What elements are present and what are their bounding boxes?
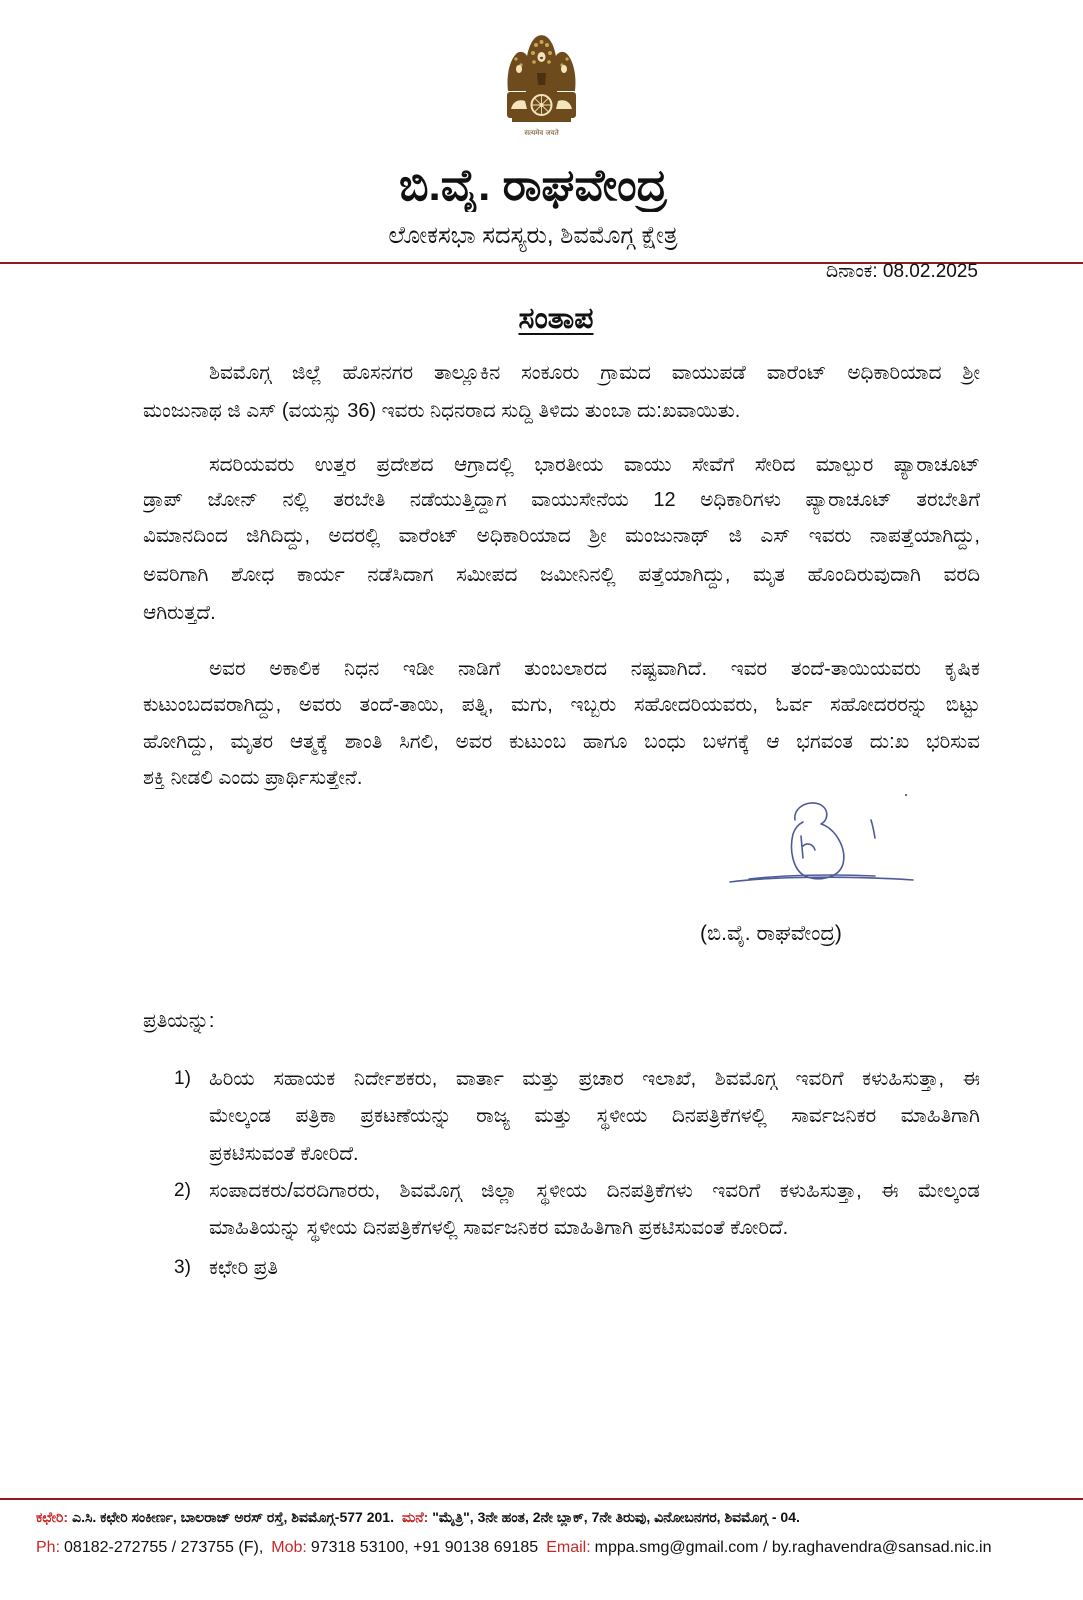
sender-name: ಬಿ.ವೈ. ರಾಘವೇಂದ್ರ xyxy=(398,161,668,210)
copy-item-number: 3) xyxy=(174,1257,191,1278)
footer-contact-line xyxy=(36,1536,1046,1560)
phone-number: 08182-272755 / 273755 (F), xyxy=(64,1539,264,1556)
copy-item-line: ಮೇಲ್ಕಂಡ ಪತ್ರಿಕಾ ಪ್ರಕಟಣೆಯನ್ನು ರಾಜ್ಯ ಮತ್ತು ಸ್ಥಳೀಯ ದಿನಪತ್ರಿಕೆಗಳಲ್ಲಿ ಸಾರ್ವಜನಿಕರ ಮಾಹಿತಿಗಾಗಿ xyxy=(209,1105,980,1127)
body-line: ಸದರಿಯವರು ಉತ್ತರ ಪ್ರದೇಶದ ಆಗ್ರಾದಲ್ಲಿ ಭಾರತೀಯ ವಾಯು ಸೇವೆಗೆ ಸೇರಿದ ಮಾಲ್ಪುರ ಪ್ಯಾರಾಚೂಟ್ xyxy=(209,454,980,476)
mobile-number: 97318 53100, +91 90138 69185 xyxy=(310,1539,539,1556)
copy-item-line: ಮಾಹಿತಿಯನ್ನು ಸ್ಥಳೀಯ ದಿನಪತ್ರಿಕೆಗಳಲ್ಲಿ ಸಾರ್ವಜನಿಕರ ಮಾಹಿತಿಗಾಗಿ ಪ್ರಕಟಿಸುವಂತೆ ಕೋರಿದೆ. xyxy=(209,1217,789,1239)
handwritten-signature xyxy=(715,790,930,900)
national-emblem xyxy=(503,29,580,141)
body-line: ಡ್ರಾಪ್ ಜೋನ್ ನಲ್ಲಿ ತರಬೇತಿ ನಡೆಯುತ್ತಿದ್ದಾಗ ವಾಯುಸೇನೆಯ 12 ಅಧಿಕಾರಿಗಳು ಪ್ಯಾರಾಚೂಟ್ ತರಬೇತಿಗೆ xyxy=(143,489,980,511)
copy-item-line: ಹಿರಿಯ ಸಹಾಯಕ ನಿರ್ದೇಶಕರು, ವಾರ್ತಾ ಮತ್ತು ಪ್ರಚಾರ ಇಲಾಖೆ, ಶಿವಮೊಗ್ಗ ಇವರಿಗೆ ಕಳುಹಿಸುತ್ತಾ, ಈ xyxy=(209,1068,980,1090)
subject-heading xyxy=(456,300,656,342)
body-line: ಅವರ ಅಕಾಲಿಕ ನಿಧನ ಇಡೀ ನಾಡಿಗೆ ತುಂಬಲಾರದ ನಷ್ಟವಾಗಿದೆ. ಇವರ ತಂದೆ-ತಾಯಿಯವರು ಕೃಷಿಕ xyxy=(209,658,980,680)
emblem-motto: सत्यमेव जयते xyxy=(524,129,559,137)
body-line: ಅವರಿಗಾಗಿ ಶೋಧ ಕಾರ್ಯ ನಡೆಸಿದಾಗ ಸಮೀಪದ ಜಮೀನಿನಲ್ಲಿ ಪತ್ತೆಯಾಗಿದ್ದು, ಮೃತ ಹೊಂದಿರುವುದಾಗಿ ವರದಿ xyxy=(143,564,980,586)
copy-item-number: 2) xyxy=(174,1180,191,1201)
copy-item-line: ಕಛೇರಿ ಪ್ರತಿ xyxy=(209,1257,279,1279)
phone-label: Ph: xyxy=(36,1539,61,1556)
subject-text: ಸಂತಾಪ xyxy=(518,302,594,335)
copy-item-line: ಪ್ರಕಟಿಸುವಂತೆ ಕೋರಿದೆ. xyxy=(209,1143,359,1165)
home-label: ಮನೆ: xyxy=(401,1509,429,1525)
office-label: ಕಛೇರಿ: xyxy=(36,1509,69,1525)
office-address: ಎ.ಸಿ. ಕಛೇರಿ ಸಂಕೀರ್ಣ, ಬಾಲರಾಜ್ ಅರಸ್ ರಸ್ತೆ, ಶಿವಮೊಗ್ಗ-577 201. xyxy=(72,1509,394,1525)
copies-heading: ಪ್ರತಿಯನ್ನು: xyxy=(143,1010,215,1032)
body-line: ಶಕ್ತಿ ನೀಡಲಿ ಎಂದು ಪ್ರಾರ್ಥಿಸುತ್ತೇನೆ. xyxy=(143,767,363,789)
body-line: ಆಗಿರುತ್ತದೆ. xyxy=(143,602,216,624)
home-address: "ಮೈತ್ರಿ", 3ನೇ ಹಂತ, 2ನೇ ಬ್ಲಾಕ್, 7ನೇ ತಿರುವು, ವಿನೋಬನಗರ, ಶಿವಮೊಗ್ಗ - 04. xyxy=(432,1509,800,1525)
footer-rule xyxy=(0,1498,1083,1500)
body-line: ಕುಟುಂಬದವರಾಗಿದ್ದು, ಅವರು ತಂದೆ-ತಾಯಿ, ಪತ್ನಿ, ಮಗು, ಇಬ್ಬರು ಸಹೋದರಿಯವರು, ಓರ್ವ ಸಹೋದರರನ್ನು ಬಿಟ್ಟು xyxy=(143,694,980,716)
emblem-wheel-icon xyxy=(532,95,552,115)
body-line: ವಿಮಾನದಿಂದ ಜಿಗಿದಿದ್ದು, ಅದರಲ್ಲಿ ವಾರೆಂಟ್ ಅಧಿಕಾರಿಯಾದ ಶ್ರೀ ಮಂಜುನಾಥ್ ಜಿ ಎಸ್ ಇವರು ನಾಪತ್ತೆಯಾಗಿದ್ದು, xyxy=(143,525,980,547)
letter-date: ದಿನಾಂಕ: 08.02.2025 xyxy=(825,261,978,282)
mobile-label: Mob: xyxy=(271,1539,307,1556)
email-address: mppa.smg@gmail.com / by.raghavendra@sansad.nic.in xyxy=(594,1539,992,1556)
signatory-name: (ಬಿ.ವೈ. ರಾಘವೇಂದ್ರ) xyxy=(700,922,842,945)
body-line: ಮಂಜುನಾಥ ಜಿ ಎಸ್ (ವಯಸ್ಸು 36) ಇವರು ನಿಧನರಾದ ಸುದ್ದಿ ತಿಳಿದು ತುಂಬಾ ದು:ಖವಾಯಿತು. xyxy=(143,400,741,422)
sender-designation: ಲೋಕಸಭಾ ಸದಸ್ಯರು, ಶಿವಮೊಗ್ಗ ಕ್ಷೇತ್ರ xyxy=(388,222,678,249)
emblem-lion-capital-icon xyxy=(503,29,580,141)
email-label: Email: xyxy=(546,1539,591,1556)
copy-item-number: 1) xyxy=(174,1068,191,1089)
footer-address-line xyxy=(36,1506,1046,1528)
body-line: ಹೋಗಿದ್ದು, ಮೃತರ ಆತ್ಮಕ್ಕೆ ಶಾಂತಿ ಸಿಗಲಿ, ಅವರ ಕುಟುಂಬ ಹಾಗೂ ಬಂಧು ಬಳಗಕ್ಕೆ ಆ ಭಗವಂತ ದು:ಖ ಭರಿಸುವ xyxy=(143,731,980,753)
body-line: ಶಿವಮೊಗ್ಗ ಜಿಲ್ಲೆ ಹೊಸನಗರ ತಾಲ್ಲೂಕಿನ ಸಂಕೂರು ಗ್ರಾಮದ ವಾಯುಪಡೆ ವಾರೆಂಟ್ ಅಧಿಕಾರಿಯಾದ ಶ್ರೀ xyxy=(209,362,980,384)
copy-item-line: ಸಂಪಾದಕರು/ವರದಿಗಾರರು, ಶಿವಮೊಗ್ಗ ಜಿಲ್ಲಾ ಸ್ಥಳೀಯ ದಿನಪತ್ರಿಕೆಗಳು ಇವರಿಗೆ ಕಳುಹಿಸುತ್ತಾ, ಈ ಮೇಲ್ಕಂಡ xyxy=(209,1180,980,1202)
